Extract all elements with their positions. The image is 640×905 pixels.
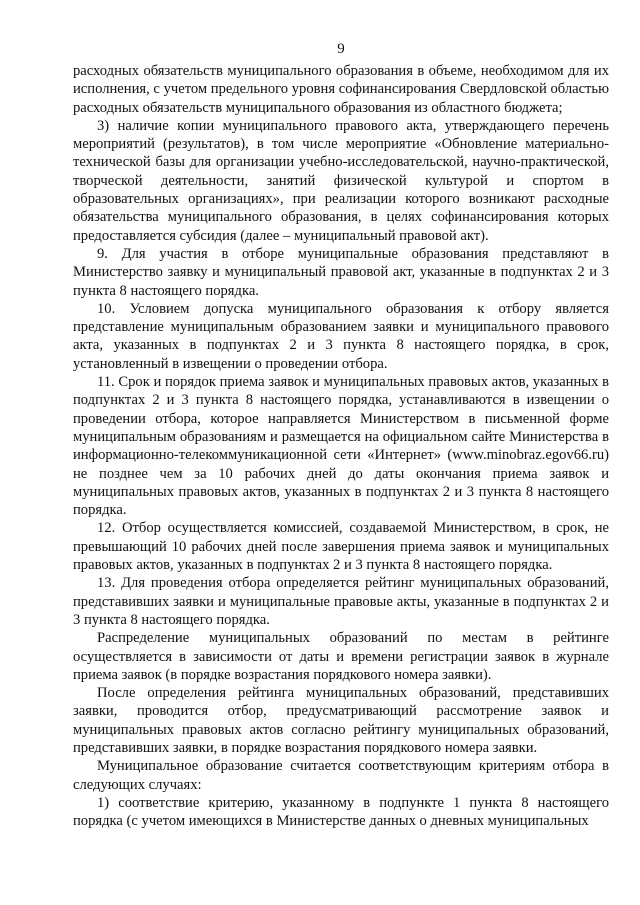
paragraph-item-11: 11. Срок и порядок приема заявок и муниципальных правовых актов, указанных в подпунктах 2 и 3 пункта 8 настоящего порядка, устанавливаются в извещении о проведении отбора, которое направляется Министерством в письменной форме муниципальным образованиям и размещается на официальном сайте Министерства в информационно-телекоммуникационной сети «Интернет» (www.minobraz.egov66.ru) не позднее чем за 10 рабочих дней до даты окончания приема заявок и муниципальных правовых актов, указанных в подпунктах 2 и 3 пункта 8 настоящего порядка.: [73, 374, 609, 519]
paragraph-continuation: расходных обязательств муниципального образования в объеме, необходимом для их исполнения, с учетом предельного уровня софинансирования Свердловской областью расходных обязательств муниципального образования из областного бюджета;: [73, 63, 609, 116]
paragraph-item-9: 9. Для участия в отборе муниципальные образования представляют в Министерство заявку и муниципальный правовой акт, указанные в подпунктах 2 и 3 пункта 8 настоящего порядка.: [73, 245, 609, 299]
paragraph-item-13: 13. Для проведения отбора определяется рейтинг муниципальных образований, представивших заявки и муниципальные правовые акты, указанные в подпунктах 2 и 3 пункта 8 настоящего порядка.: [73, 575, 609, 628]
paragraph-selection-process: После определения рейтинга муниципальных образований, представивших заявки, проводится отбор, предусматривающий рассмотрение заявок и муниципальных правовых актов согласно рейтингу муниципальных образований, представивших заявки, в порядке возрастания порядкового номера заявки.: [73, 685, 609, 756]
document-body: [73, 62, 609, 830]
paragraph-item-12: 12. Отбор осуществляется комиссией, создаваемой Министерством, в срок, не превышающий 10 рабочих дней после завершения приема заявок и муниципальных правовых актов, указанных в подпунктах 2 и 3 пункта 8 настоящего порядка.: [73, 520, 609, 574]
paragraph-criterion-1: 1) соответствие критерию, указанному в подпункте 1 пункта 8 настоящего порядка (с учетом имеющихся в Министерстве данных о дневных муниципальных: [73, 794, 609, 830]
document-page: [73, 40, 609, 890]
paragraph-criteria-intro: Муниципальное образование считается соответствующим критериям отбора в следующих случаях:: [73, 758, 609, 793]
page-number: 9: [337, 41, 345, 57]
paragraph-rating-distribution: Распределение муниципальных образований по местам в рейтинге осуществляется в зависимости от даты и времени регистрации заявок в журнале приема заявок (в порядке возрастания порядкового номера заявки).: [73, 630, 609, 683]
paragraph-subitem-3: 3) наличие копии муниципального правового акта, утверждающего перечень мероприятий (результатов), в том числе мероприятие «Обновление материально-технической базы для организации учебно-исследовательской, научно-практической, творческой деятельности, занятий физической культурой и спортом в образовательных организациях», при реализации которого возникают расходные обязательства муниципального образования, в целях софинансирования которых предоставляется субсидия (далее – муниципальный правовой акт).: [73, 117, 609, 244]
paragraph-item-10: 10. Условием допуска муниципального образования к отбору является представление муниципальным образованием заявки и муниципального правового акта, указанных в подпунктах 2 и 3 пункта 8 настоящего порядка, в срок, установленный в извещении о проведении отбора.: [73, 300, 609, 372]
